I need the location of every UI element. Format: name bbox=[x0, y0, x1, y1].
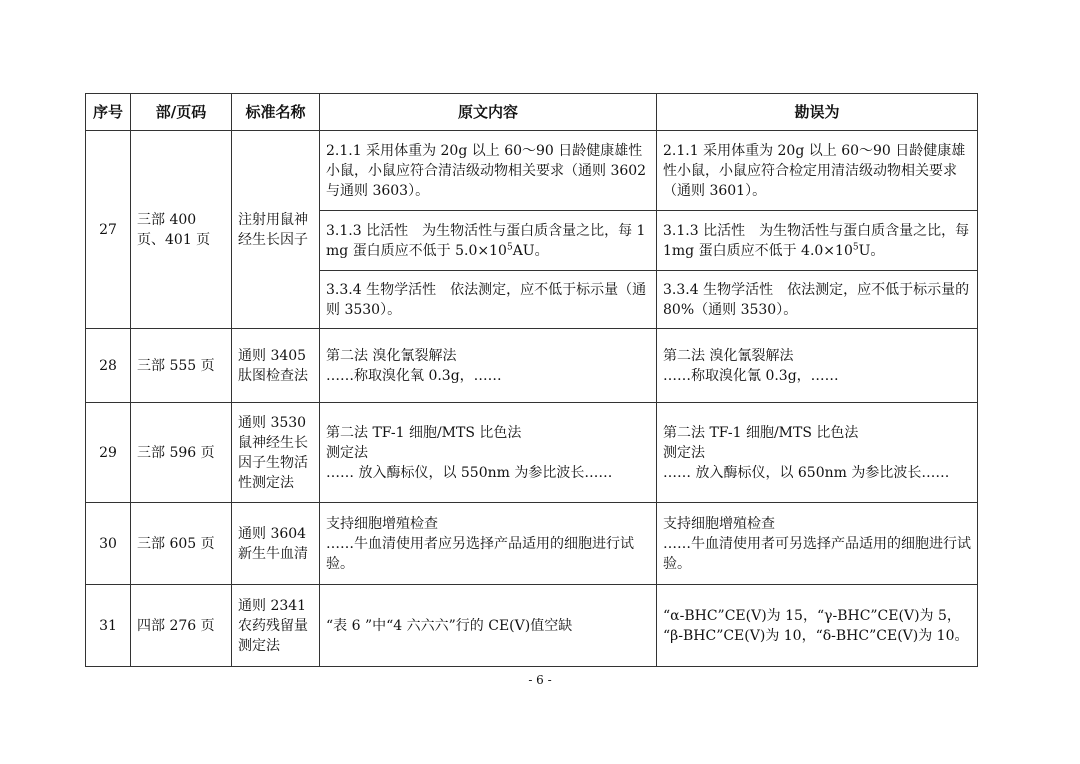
text: 3.1.3 比活性 为生物活性与蛋白质含量之比，每 1mg 蛋白质应不低于 4.0×10 bbox=[663, 222, 970, 259]
cell-no: 29 bbox=[86, 403, 131, 503]
cell-original: “表 6 ”中“4 六六六”行的 CE(V)值空缺 bbox=[320, 585, 657, 667]
line: …… 放入酶标仪，以 650nm 为参比波长…… bbox=[663, 464, 950, 481]
line: 通则 3405 bbox=[238, 347, 307, 364]
line: 农药残留量测定法 bbox=[238, 617, 308, 654]
page-number: - 6 - bbox=[528, 673, 552, 687]
cell-no: 30 bbox=[86, 503, 131, 585]
cell-correction bbox=[657, 503, 978, 585]
text: AU。 bbox=[512, 242, 549, 259]
cell-name bbox=[232, 403, 320, 503]
line: 通则 3530 bbox=[238, 414, 307, 431]
table-row-31 bbox=[86, 585, 978, 667]
line: 第二法 TF-1 细胞/MTS 比色法 bbox=[326, 424, 522, 441]
cell-original bbox=[320, 403, 657, 503]
cell-original: 2.1.1 采用体重为 20g 以上 60～90 日龄健康雄性小鼠，小鼠应符合清洁级动物相关要求（通则 3602 与通则 3603）。 bbox=[320, 131, 657, 211]
line: 支持细胞增殖检查 bbox=[663, 515, 775, 532]
cell-original bbox=[320, 211, 657, 271]
line: 测定法 bbox=[326, 444, 368, 461]
superscript: 5 bbox=[506, 241, 513, 252]
cell-no: 28 bbox=[86, 329, 131, 403]
errata-table bbox=[85, 93, 978, 667]
line: 测定法 bbox=[663, 444, 705, 461]
line: 第二法 溴化氰裂解法 bbox=[663, 347, 794, 364]
cell-correction: 2.1.1 采用体重为 20g 以上 60～90 日龄健康雄性小鼠，小鼠应符合检定用清洁级动物相关要求（通则 3601）。 bbox=[657, 131, 978, 211]
line: 第二法 TF-1 细胞/MTS 比色法 bbox=[663, 424, 859, 441]
header-page: 部/页码 bbox=[131, 94, 232, 131]
line: …… 放入酶标仪，以 550nm 为参比波长…… bbox=[326, 464, 613, 481]
cell-original bbox=[320, 329, 657, 403]
cell-page: 三部 605 页 bbox=[131, 503, 232, 585]
line: 肽图检查法 bbox=[238, 367, 308, 384]
line: “α-BHC”CE(V)为 15，“γ-BHC”CE(V)为 5， bbox=[663, 607, 961, 624]
cell-original: 3.3.4 生物学活性 依法测定，应不低于标示量（通则 3530）。 bbox=[320, 271, 657, 329]
line: “β-BHC”CE(V)为 10，“δ-BHC”CE(V)为 10。 bbox=[663, 627, 969, 644]
cell-name bbox=[232, 503, 320, 585]
line: 鼠神经生长因子生物活性测定法 bbox=[238, 434, 308, 491]
cell-page: 三部 596 页 bbox=[131, 403, 232, 503]
line: ……称取溴化氧 0.3g，…… bbox=[326, 367, 502, 384]
header-row bbox=[86, 94, 978, 131]
cell-no: 31 bbox=[86, 585, 131, 667]
header-no: 序号 bbox=[86, 94, 131, 131]
cell-name: 注射用鼠神经生长因子 bbox=[232, 131, 320, 329]
cell-correction bbox=[657, 403, 978, 503]
cell-name bbox=[232, 585, 320, 667]
line: 支持细胞增殖检查 bbox=[326, 515, 438, 532]
cell-correction bbox=[657, 329, 978, 403]
cell-correction: 3.3.4 生物学活性 依法测定，应不低于标示量的 80%（通则 3530）。 bbox=[657, 271, 978, 329]
text: 3.1.3 比活性 为生物活性与蛋白质含量之比，每 1mg 蛋白质应不低于 5.0×10 bbox=[326, 222, 646, 259]
table-row-28 bbox=[86, 329, 978, 403]
header-name: 标准名称 bbox=[232, 94, 320, 131]
line: ……称取溴化氰 0.3g，…… bbox=[663, 367, 839, 384]
header-correction: 勘误为 bbox=[657, 94, 978, 131]
line: 第二法 溴化氰裂解法 bbox=[326, 347, 457, 364]
cell-page: 三部 400 页、401 页 bbox=[131, 131, 232, 329]
line: ……牛血清使用者可另选择产品适用的细胞进行试验。 bbox=[663, 535, 971, 572]
cell-original bbox=[320, 503, 657, 585]
line: ……牛血清使用者应另选择产品适用的细胞进行试验。 bbox=[326, 535, 634, 572]
cell-no: 27 bbox=[86, 131, 131, 329]
cell-correction bbox=[657, 585, 978, 667]
header-original: 原文内容 bbox=[320, 94, 657, 131]
table-row-27 bbox=[86, 131, 978, 211]
line: 通则 3604 bbox=[238, 525, 307, 542]
superscript: 5 bbox=[852, 241, 859, 252]
table-row-29 bbox=[86, 403, 978, 503]
cell-name bbox=[232, 329, 320, 403]
cell-page: 四部 276 页 bbox=[131, 585, 232, 667]
line: 通则 2341 bbox=[238, 597, 307, 614]
line: 新生牛血清 bbox=[238, 545, 308, 562]
text: U。 bbox=[858, 242, 885, 259]
cell-page: 三部 555 页 bbox=[131, 329, 232, 403]
cell-correction bbox=[657, 211, 978, 271]
table-row-30 bbox=[86, 503, 978, 585]
